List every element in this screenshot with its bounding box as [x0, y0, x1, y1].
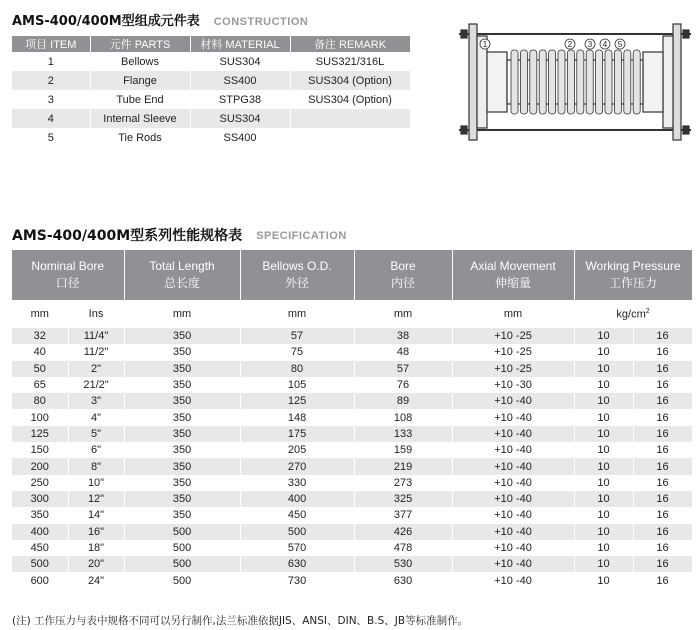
callout-5: 5: [617, 40, 623, 49]
id-cell: 108: [354, 409, 452, 425]
axial-cell: +10 -40: [452, 393, 574, 409]
remark-cell: [290, 128, 410, 147]
pressure-low-cell: 10: [574, 361, 633, 377]
bore-mm-cell: 32: [12, 328, 68, 344]
id-cell: 426: [354, 524, 452, 540]
pressure-high-cell: 16: [633, 507, 692, 523]
header-nominal-bore: Nominal Bore 口径: [12, 250, 124, 300]
spec-header-row: [12, 250, 692, 300]
bellows-convolution: [511, 50, 518, 114]
bellows-convolution: [596, 50, 603, 114]
pressure-high-cell: 16: [633, 524, 692, 540]
header-material: 材料 MATERIAL: [190, 36, 290, 52]
pressure-low-cell: 10: [574, 458, 633, 474]
construction-row: [12, 128, 410, 147]
unit-pressure: $kg/cm^2$: [574, 300, 692, 328]
unit-id: mm: [354, 300, 452, 328]
remark-cell: SUS304 (Option): [290, 71, 410, 90]
axial-cell: +10 -40: [452, 442, 574, 458]
bore-ins-cell: 21/2": [68, 377, 124, 393]
material-cell: SUS304: [190, 109, 290, 128]
bore-ins-cell: 24": [68, 572, 124, 588]
id-cell: 89: [354, 393, 452, 409]
pressure-low-cell: 10: [574, 409, 633, 425]
pressure-high-cell: 16: [633, 458, 692, 474]
parts-cell: Bellows: [90, 52, 190, 71]
length-cell: 350: [124, 409, 240, 425]
unit-bore-mm: mm: [12, 300, 68, 328]
bellows-convolution: [614, 50, 621, 114]
pressure-low-cell: 10: [574, 328, 633, 344]
axial-cell: +10 -40: [452, 409, 574, 425]
od-cell: 500: [240, 524, 354, 540]
axial-cell: +10 -40: [452, 458, 574, 474]
specification-table: [12, 250, 693, 589]
pressure-high-cell: 16: [633, 344, 692, 360]
parts-cell: Tube End: [90, 90, 190, 109]
spec-row: [12, 524, 692, 540]
pressure-high-cell: 16: [633, 442, 692, 458]
parts-cell: Internal Sleeve: [90, 109, 190, 128]
pressure-low-cell: 10: [574, 344, 633, 360]
header-parts: 元件 PARTS: [90, 36, 190, 52]
bellows-convolution: [577, 50, 584, 114]
bore-mm-cell: 150: [12, 442, 68, 458]
spec-row: [12, 344, 692, 360]
units-row: [12, 300, 692, 328]
specification-subtitle: SPECIFICATION: [256, 230, 347, 242]
remark-cell: SUS304 (Option): [290, 90, 410, 109]
bore-mm-cell: 125: [12, 426, 68, 442]
unit-axial: mm: [452, 300, 574, 328]
pressure-high-cell: 16: [633, 475, 692, 491]
parts-cell: Tie Rods: [90, 128, 190, 147]
bore-mm-cell: 65: [12, 377, 68, 393]
header-remark: 备注 REMARK: [290, 36, 410, 52]
pressure-low-cell: 10: [574, 540, 633, 556]
axial-cell: +10 -40: [452, 491, 574, 507]
construction-row: [12, 109, 410, 128]
header-total-length: Total Length 总长度: [124, 250, 240, 300]
material-cell: SUS304: [190, 52, 290, 71]
id-cell: 478: [354, 540, 452, 556]
unit-length: mm: [124, 300, 240, 328]
footnote: (注) 工作压力与表中规格不同可以另行制作,法兰标准依据JIS、ANSI、DIN、B.S、JB等标准制作。: [12, 615, 469, 627]
construction-row: [12, 90, 410, 109]
id-cell: 38: [354, 328, 452, 344]
header-axial-movement: Axial Movement 伸缩量: [452, 250, 574, 300]
length-cell: 350: [124, 442, 240, 458]
bore-mm-cell: 600: [12, 572, 68, 588]
bellows-convolution: [539, 50, 546, 114]
parts-cell: Flange: [90, 71, 190, 90]
item-cell: 4: [12, 109, 90, 128]
pressure-high-cell: 16: [633, 572, 692, 588]
bore-mm-cell: 350: [12, 507, 68, 523]
bore-mm-cell: 50: [12, 361, 68, 377]
specification-body: [12, 300, 692, 589]
material-cell: STPG38: [190, 90, 290, 109]
id-cell: 76: [354, 377, 452, 393]
length-cell: 350: [124, 328, 240, 344]
header-working-pressure: Working Pressure 工作压力: [574, 250, 692, 300]
callout-1: 1: [482, 40, 488, 49]
bellows-convolution: [549, 50, 556, 114]
pressure-high-cell: 16: [633, 328, 692, 344]
pressure-low-cell: 10: [574, 572, 633, 588]
callout-2: 2: [567, 40, 573, 49]
bore-ins-cell: 10": [68, 475, 124, 491]
id-cell: 273: [354, 475, 452, 491]
od-cell: 175: [240, 426, 354, 442]
bore-mm-cell: 450: [12, 540, 68, 556]
axial-cell: +10 -40: [452, 572, 574, 588]
axial-cell: +10 -25: [452, 328, 574, 344]
spec-row: [12, 507, 692, 523]
od-cell: 730: [240, 572, 354, 588]
construction-header-row: [12, 36, 410, 52]
spec-row: [12, 426, 692, 442]
spec-row: [12, 458, 692, 474]
bellows-convolution: [567, 50, 574, 114]
spec-row: [12, 377, 692, 393]
header-item: 项目 ITEM: [12, 36, 90, 52]
header-bore: Bore 内径: [354, 250, 452, 300]
od-cell: 75: [240, 344, 354, 360]
spec-row: [12, 572, 692, 588]
axial-cell: +10 -25: [452, 361, 574, 377]
spec-row: [12, 475, 692, 491]
bore-mm-cell: 500: [12, 556, 68, 572]
item-cell: 2: [12, 71, 90, 90]
callout-3: 3: [587, 40, 593, 49]
spec-row: [12, 393, 692, 409]
id-cell: 219: [354, 458, 452, 474]
pressure-low-cell: 10: [574, 507, 633, 523]
bore-mm-cell: 250: [12, 475, 68, 491]
callout-4: 4: [602, 40, 608, 49]
pressure-low-cell: 10: [574, 377, 633, 393]
material-cell: SS400: [190, 71, 290, 90]
bellows-convolution: [530, 50, 537, 114]
od-cell: 330: [240, 475, 354, 491]
length-cell: 350: [124, 475, 240, 491]
id-cell: 377: [354, 507, 452, 523]
axial-cell: +10 -25: [452, 344, 574, 360]
spec-row: [12, 556, 692, 572]
bellows-convolution: [558, 50, 565, 114]
bellows-convolution: [605, 50, 612, 114]
od-cell: 125: [240, 393, 354, 409]
spec-row: [12, 409, 692, 425]
bore-mm-cell: 200: [12, 458, 68, 474]
id-cell: 325: [354, 491, 452, 507]
pressure-low-cell: 10: [574, 491, 633, 507]
expansion-joint-diagram: [455, 14, 695, 146]
id-cell: 630: [354, 572, 452, 588]
construction-title: [12, 10, 308, 29]
axial-cell: +10 -30: [452, 377, 574, 393]
construction-table: [12, 36, 411, 147]
bore-mm-cell: 40: [12, 344, 68, 360]
spec-row: [12, 328, 692, 344]
pressure-high-cell: 16: [633, 491, 692, 507]
pressure-high-cell: 16: [633, 409, 692, 425]
spec-row: [12, 491, 692, 507]
bellows-convolution: [520, 50, 527, 114]
od-cell: 270: [240, 458, 354, 474]
od-cell: 450: [240, 507, 354, 523]
od-cell: 57: [240, 328, 354, 344]
id-cell: 133: [354, 426, 452, 442]
construction-title-text: AMS-400/400M型组成元件表: [12, 14, 200, 29]
pressure-low-cell: 10: [574, 524, 633, 540]
id-cell: 57: [354, 361, 452, 377]
construction-row: [12, 52, 410, 71]
length-cell: 350: [124, 393, 240, 409]
bore-ins-cell: 12": [68, 491, 124, 507]
item-cell: 5: [12, 128, 90, 147]
axial-cell: +10 -40: [452, 507, 574, 523]
pressure-low-cell: 10: [574, 393, 633, 409]
id-cell: 159: [354, 442, 452, 458]
pressure-low-cell: 10: [574, 475, 633, 491]
unit-bore-ins: Ins: [68, 300, 124, 328]
construction-body: [12, 52, 410, 147]
item-cell: 3: [12, 90, 90, 109]
length-cell: 350: [124, 507, 240, 523]
length-cell: 350: [124, 491, 240, 507]
specification-title-text: AMS-400/400M型系列性能规格表: [12, 228, 243, 244]
bore-ins-cell: 20": [68, 556, 124, 572]
length-cell: 350: [124, 344, 240, 360]
bore-ins-cell: 8": [68, 458, 124, 474]
length-cell: 350: [124, 361, 240, 377]
bore-ins-cell: 11/2": [68, 344, 124, 360]
pressure-low-cell: 10: [574, 556, 633, 572]
bore-ins-cell: 3": [68, 393, 124, 409]
unit-od: mm: [240, 300, 354, 328]
specification-title: [12, 225, 347, 245]
bore-ins-cell: 14": [68, 507, 124, 523]
od-cell: 570: [240, 540, 354, 556]
length-cell: 500: [124, 540, 240, 556]
length-cell: 500: [124, 556, 240, 572]
axial-cell: +10 -40: [452, 475, 574, 491]
length-cell: 350: [124, 377, 240, 393]
od-cell: 630: [240, 556, 354, 572]
header-bellows-od: Bellows O.D. 外径: [240, 250, 354, 300]
construction-subtitle: CONSTRUCTION: [213, 15, 309, 28]
remark-cell: [290, 109, 410, 128]
pressure-low-cell: 10: [574, 442, 633, 458]
bore-mm-cell: 300: [12, 491, 68, 507]
bore-ins-cell: 16": [68, 524, 124, 540]
bore-mm-cell: 100: [12, 409, 68, 425]
pressure-high-cell: 16: [633, 393, 692, 409]
material-cell: SS400: [190, 128, 290, 147]
bore-ins-cell: 4": [68, 409, 124, 425]
length-cell: 350: [124, 458, 240, 474]
bore-ins-cell: 6": [68, 442, 124, 458]
bore-ins-cell: 11/4": [68, 328, 124, 344]
od-cell: 400: [240, 491, 354, 507]
spec-row: [12, 540, 692, 556]
axial-cell: +10 -40: [452, 556, 574, 572]
length-cell: 500: [124, 572, 240, 588]
remark-cell: SUS321/316L: [290, 52, 410, 71]
bore-mm-cell: 80: [12, 393, 68, 409]
pressure-high-cell: 16: [633, 540, 692, 556]
axial-cell: +10 -40: [452, 524, 574, 540]
bellows-convolution: [586, 50, 593, 114]
bore-ins-cell: 18": [68, 540, 124, 556]
id-cell: 530: [354, 556, 452, 572]
bellows-convolution: [624, 50, 631, 114]
spec-row: [12, 442, 692, 458]
bellows-convolution: [633, 50, 640, 114]
pressure-high-cell: 16: [633, 377, 692, 393]
od-cell: 148: [240, 409, 354, 425]
construction-row: [12, 71, 410, 90]
length-cell: 500: [124, 524, 240, 540]
pressure-high-cell: 16: [633, 426, 692, 442]
pressure-high-cell: 16: [633, 556, 692, 572]
od-cell: 205: [240, 442, 354, 458]
bore-ins-cell: 2": [68, 361, 124, 377]
pressure-low-cell: 10: [574, 426, 633, 442]
length-cell: 350: [124, 426, 240, 442]
item-cell: 1: [12, 52, 90, 71]
bore-ins-cell: 5": [68, 426, 124, 442]
od-cell: 80: [240, 361, 354, 377]
axial-cell: +10 -40: [452, 540, 574, 556]
id-cell: 48: [354, 344, 452, 360]
axial-cell: +10 -40: [452, 426, 574, 442]
spec-row: [12, 361, 692, 377]
pressure-high-cell: 16: [633, 361, 692, 377]
bore-mm-cell: 400: [12, 524, 68, 540]
od-cell: 105: [240, 377, 354, 393]
